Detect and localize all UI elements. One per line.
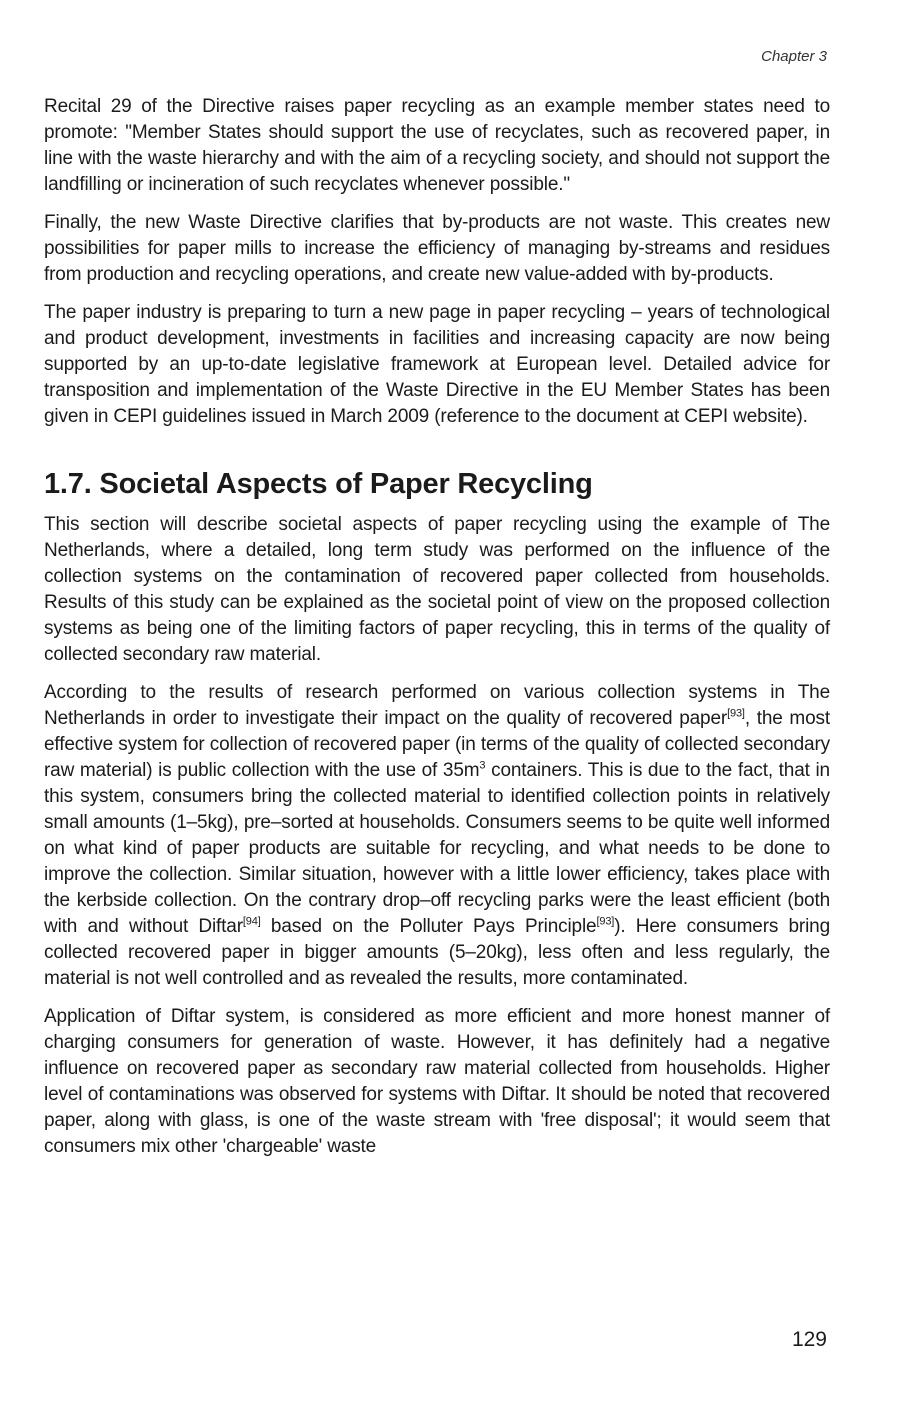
paragraph-by-products: Finally, the new Waste Directive clarifies that by-products are not waste. This creates new possibilities for paper mills to increase the efficiency of managing by-streams and residues from production and recycling operations, and create new value-added with by-products.	[44, 212, 830, 285]
page-number: 129	[791, 1328, 827, 1351]
paragraph-section-intro: This section will describe societal aspects of paper recycling using the example of The Netherlands, where a detailed, long term study was performed on the influence of the collection systems on the contamination of recovered paper collected from households. Results of this study can be explained as the societal point of view on the proposed collection systems as being one of the limiting factors of paper recycling, this in terms of the quality of collected secondary raw material.	[44, 514, 830, 665]
cubic-superscript: 3	[479, 759, 486, 772]
page-content	[44, 94, 830, 1172]
section-heading: 1.7. Societal Aspects of Paper Recycling	[44, 468, 593, 500]
citation-94: [94]	[242, 915, 261, 928]
paragraph-recital: Recital 29 of the Directive raises paper recycling as an example member states need to promote: "Member States should support the use of recyclates, such as recovered paper, in line with the waste hierarchy and with the aim of a recycling society, and should not support the landfilling or incineration of such recyclates whenever possible."	[44, 96, 830, 195]
paragraph-diftar: Application of Diftar system, is considered as more efficient and more honest manner of charging consumers for generation of waste. However, it has definitely had a negative influence on recovered paper as secondary raw material collected from households. Higher level of contaminations was observed for systems with Diftar. It should be noted that recovered paper, along with glass, is one of the waste stream with 'free disposal'; it would seem that consumers mix other 'chargeable' waste	[44, 1006, 830, 1157]
citation-93: [93]	[727, 707, 745, 720]
text-run: ). Here consumers bring collected recovered paper in bigger amounts (5–20kg), less often and less regularly, the material is not well controlled and as revealed the results, more contaminated.	[44, 916, 830, 989]
text-run: According to the results of research performed on various collection systems in The Netherlands in order to investigate their impact on the quality of recovered paper	[44, 682, 830, 729]
paragraph-industry: The paper industry is preparing to turn a new page in paper recycling – years of technological and product development, investments in facilities and increasing capacity are now being supported by an up-to-date legislative framework at European level. Detailed advice for transposition and implementation of the Waste Directive in the EU Member States has been given in CEPI guidelines issued in March 2009 (reference to the document at CEPI website).	[44, 302, 830, 427]
text-run: , the most effective system for collection of recovered paper (in terms of the quality of collected secondary raw material) is public collection with the use of 35m	[44, 708, 830, 781]
citation-93: [93]	[596, 915, 615, 928]
paragraph-collection-results	[44, 680, 830, 992]
text-run: containers. This is due to the fact, that in this system, consumers bring the collected material to identified collection points in relatively small amounts (1–5kg), pre–sorted at households. Consumers seems to be quite well informed on what kind of paper products are suitable for recycling, and what needs to be done to improve the collection. Similar situation, however with a little lower efficiency, takes place with the kerbside collection. On the contrary drop–off recycling parks were the least efficient (both with and without Diftar	[44, 760, 830, 937]
chapter-header: Chapter 3	[761, 48, 827, 65]
text-run: based on the Polluter Pays Principle	[260, 916, 597, 937]
